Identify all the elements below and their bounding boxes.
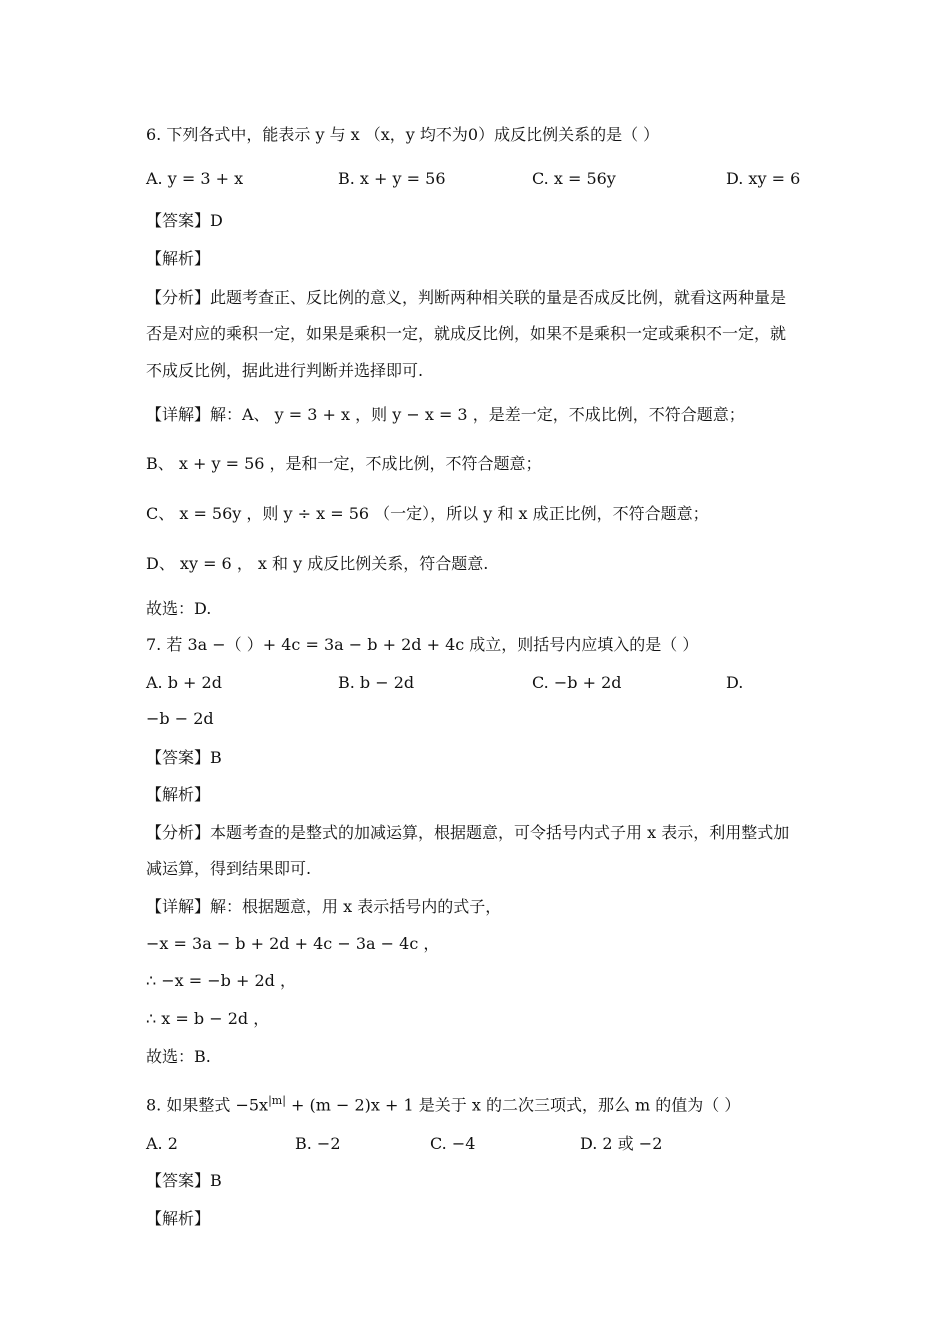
q7-answer: 【答案】B bbox=[146, 748, 222, 767]
q7-equation-2: ∴ −x = −b + 2d ， bbox=[146, 971, 297, 990]
q7-detail-line-1: 【详解】解：根据题意，用 x 表示括号内的式子， bbox=[146, 897, 502, 916]
q6-analysis-line-2: 否是对应的乘积一定，如果是乘积一定，就成反比例，如果不是乘积一定或乘积不一定，就 bbox=[146, 324, 787, 343]
q8-stem-prefix: 8. 如果整式 −5x bbox=[146, 1095, 269, 1115]
q6-stem: 6. 下列各式中，能表示 y 与 x （x，y 均不为0）成反比例关系的是（ ） bbox=[146, 125, 660, 144]
q8-option-d: D. 2 或 −2 bbox=[580, 1134, 663, 1153]
q7-jiexi: 【解析】 bbox=[146, 785, 211, 804]
q7-analysis-line-1: 【分析】本题考查的是整式的加减运算，根据题意，可令括号内式子用 x 表示，利用整式加 bbox=[146, 823, 790, 842]
q6-answer: 【答案】D bbox=[146, 211, 223, 230]
q7-stem: 7. 若 3a −（ ）+ 4c = 3a − b + 2d + 4c 成立，则括号内应填入的是（ ） bbox=[146, 635, 699, 654]
q6-detail-line-2: B、 x + y = 56 ，是和一定，不成比例，不符合题意； bbox=[146, 454, 542, 473]
q6-option-b: B. x + y = 56 bbox=[338, 169, 446, 188]
q7-choose: 故选：B. bbox=[146, 1047, 211, 1066]
q6-jiexi: 【解析】 bbox=[146, 249, 211, 268]
q8-jiexi: 【解析】 bbox=[146, 1209, 211, 1228]
q7-option-d-value: −b − 2d bbox=[146, 709, 214, 728]
q7-option-c: C. −b + 2d bbox=[532, 673, 622, 692]
q7-option-b: B. b − 2d bbox=[338, 673, 415, 692]
q6-choose: 故选：D. bbox=[146, 599, 212, 618]
q7-equation-3: ∴ x = b − 2d ， bbox=[146, 1009, 270, 1028]
q6-analysis-line-1: 【分析】此题考查正、反比例的意义，判断两种相关联的量是否成反比例，就看这两种量是 bbox=[146, 288, 787, 307]
q6-option-c: C. x = 56y bbox=[532, 169, 616, 188]
q7-option-a: A. b + 2d bbox=[146, 673, 222, 692]
q7-option-d: D. bbox=[726, 673, 744, 692]
q6-detail-line-3: C、 x = 56y ，则 y ÷ x = 56 （一定），所以 y 和 x 成正比例，不符合题意； bbox=[146, 504, 709, 523]
q7-equation-1: −x = 3a − b + 2d + 4c − 3a − 4c ， bbox=[146, 934, 440, 953]
q8-answer: 【答案】B bbox=[146, 1171, 222, 1190]
q6-detail-line-1: 【详解】解：A、 y = 3 + x ，则 y − x = 3 ，是差一定，不成比例，不符合题意； bbox=[146, 405, 745, 424]
q8-stem-exponent: |m| bbox=[268, 1094, 286, 1107]
q6-option-a: A. y = 3 + x bbox=[146, 169, 244, 188]
q8-stem bbox=[146, 1090, 740, 1116]
q8-option-b: B. −2 bbox=[295, 1134, 341, 1153]
q8-stem-suffix: + (m − 2)x + 1 是关于 x 的二次三项式，那么 m 的值为（ ） bbox=[285, 1095, 741, 1115]
q6-option-d: D. xy = 6 bbox=[726, 169, 801, 188]
q8-option-c: C. −4 bbox=[430, 1134, 476, 1153]
q7-analysis-line-2: 减运算，得到结果即可. bbox=[146, 859, 312, 878]
q6-analysis-line-3: 不成反比例，据此进行判断并选择即可. bbox=[146, 361, 424, 380]
q8-option-a: A. 2 bbox=[146, 1134, 178, 1153]
q6-detail-line-4: D、 xy = 6 ， x 和 y 成反比例关系，符合题意. bbox=[146, 554, 489, 573]
